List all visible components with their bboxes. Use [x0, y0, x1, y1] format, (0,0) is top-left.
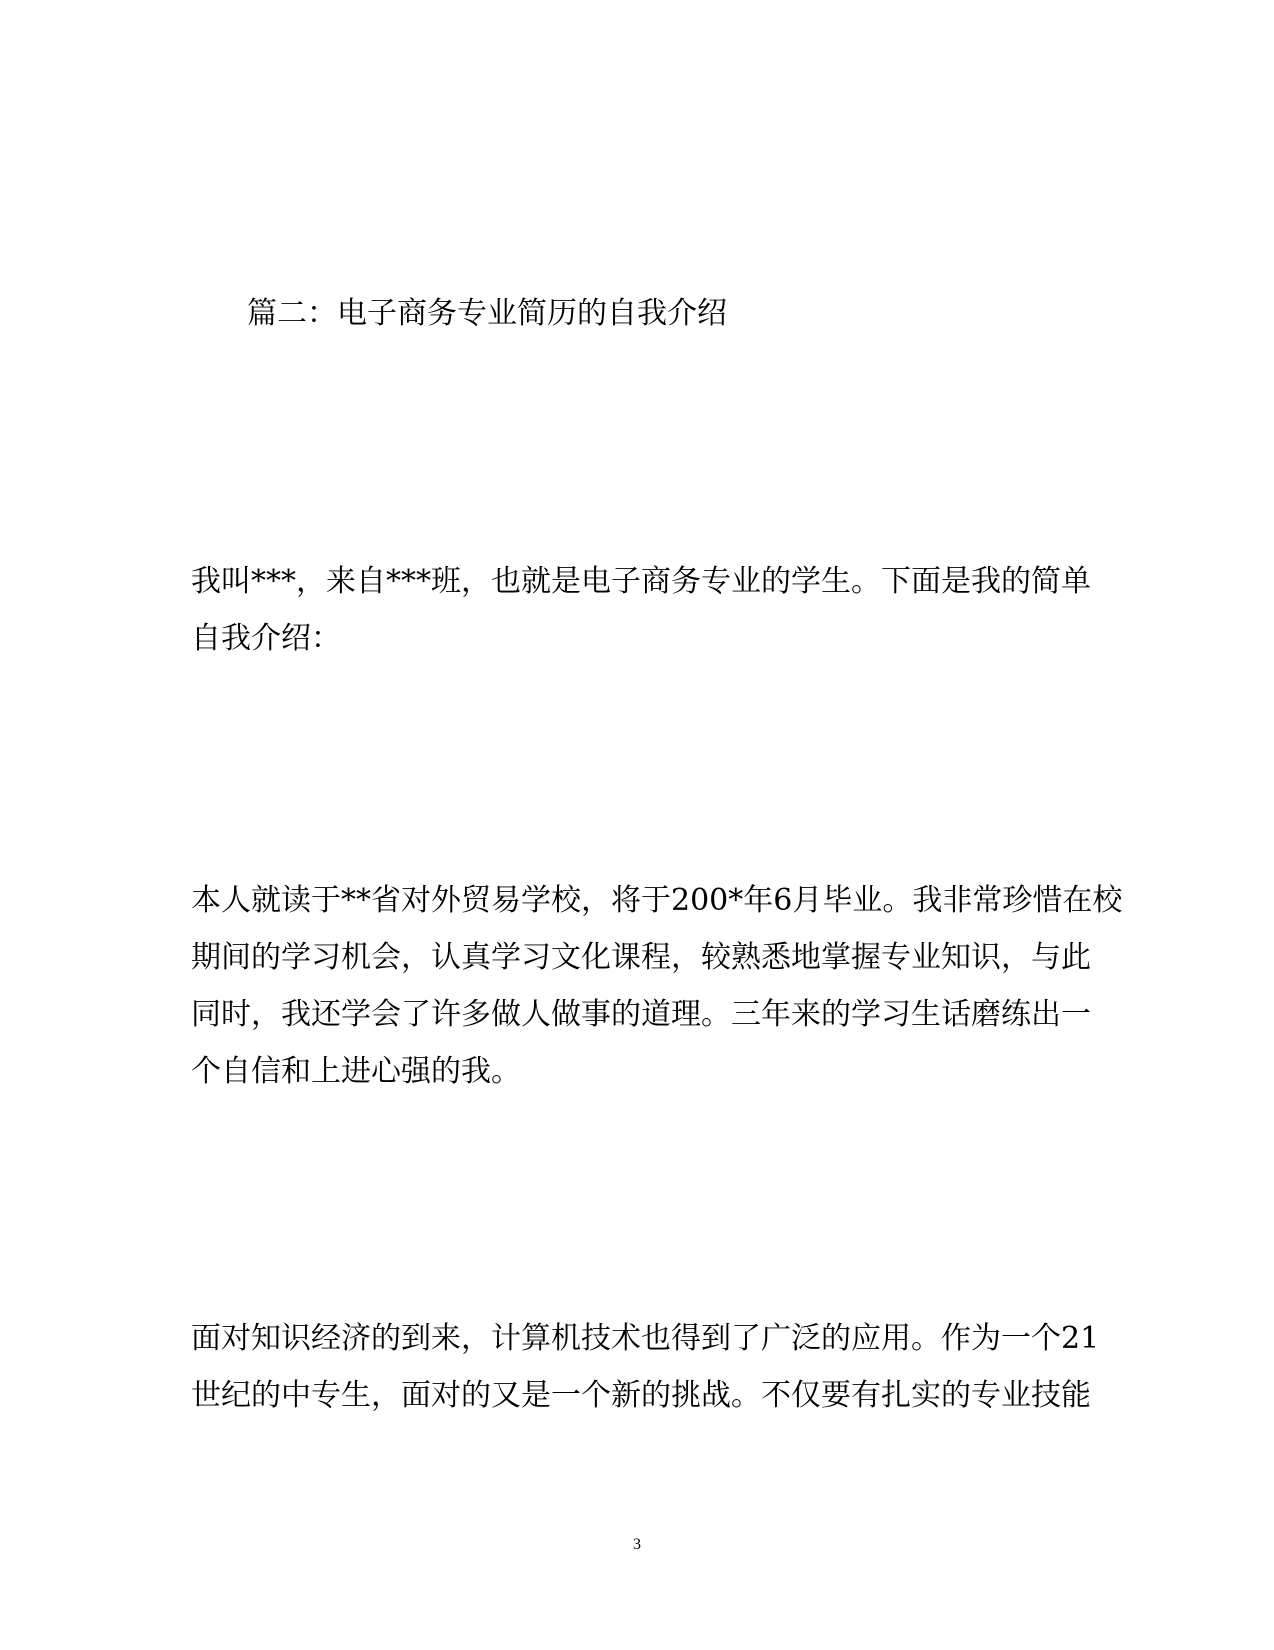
paragraph-line: 同时，我还学会了许多做人做事的道理。三年来的学习生话磨练出一 — [191, 997, 1091, 1032]
paragraph-education — [191, 872, 1123, 1100]
paragraph-line: 期间的学习机会，认真学习文化课程，较熟悉地掌握专业知识，与此 — [191, 940, 1091, 975]
paragraph-knowledge-economy — [191, 1310, 1100, 1424]
paragraph-line: 自我介绍： — [191, 621, 341, 656]
paragraph-line: 个自信和上进心强的我。 — [191, 1054, 521, 1089]
paragraph-line: 我叫***，来自***班，也就是电子商务专业的学生。下面是我的简单 — [191, 564, 1091, 599]
paragraph-line: 面对知识经济的到来，计算机技术也得到了广泛的应用。作为一个21 — [191, 1321, 1100, 1356]
paragraph-line: 本人就读于**省对外贸易学校，将于200*年6月毕业。我非常珍惜在校 — [191, 883, 1123, 918]
page-number: 3 — [633, 1536, 641, 1553]
paragraph-introduction — [191, 553, 1091, 667]
section-heading: 篇二：电子商务专业简历的自我介绍 — [247, 296, 727, 331]
paragraph-line: 世纪的中专生，面对的又是一个新的挑战。不仅要有扎实的专业技能 — [191, 1378, 1091, 1413]
